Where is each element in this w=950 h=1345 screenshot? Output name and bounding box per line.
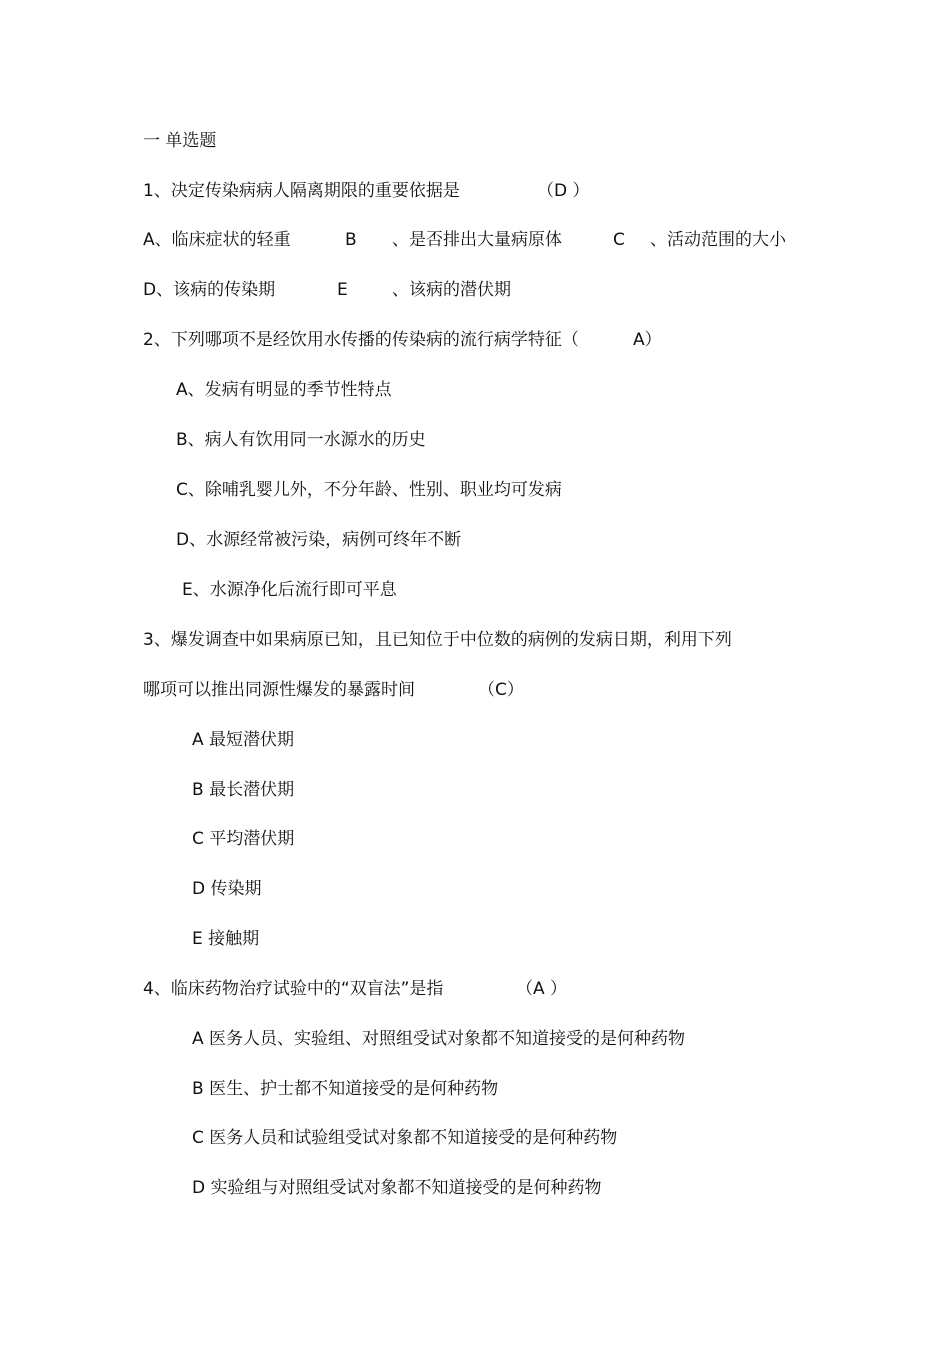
question-4-option-c: C 医务人员和试验组受试对象都不知道接受的是何种药物 <box>192 1128 618 1148</box>
question-4-stem: 4、临床药物治疗试验中的“双盲法”是指 <box>143 979 444 999</box>
question-3-option-a: A 最短潜伏期 <box>192 730 295 750</box>
question-1-option-e-text: 、该病的潜伏期 <box>392 280 511 300</box>
question-2-option-e: E、水源净化后流行即可平息 <box>182 580 397 600</box>
question-3-answer: （C） <box>478 680 524 700</box>
question-3-option-b: B 最长潜伏期 <box>192 780 295 800</box>
question-4-answer: （A ） <box>516 979 568 999</box>
question-1-stem: 1、决定传染病病人隔离期限的重要依据是 <box>143 181 460 201</box>
question-3-option-c: C 平均潜伏期 <box>192 829 295 849</box>
question-2-option-a: A、发病有明显的季节性特点 <box>176 380 392 400</box>
question-2-option-c: C、除哺乳婴儿外，不分年龄、性别、职业均可发病 <box>176 480 562 500</box>
question-2-stem: 2、下列哪项不是经饮用水传播的传染病的流行病学特征（ <box>143 330 579 350</box>
question-3-stem-line-1: 3、爆发调查中如果病原已知，且已知位于中位数的病例的发病日期，利用下列 <box>143 630 732 650</box>
question-3-option-d: D 传染期 <box>192 879 262 899</box>
question-1-option-c-letter: C <box>613 230 625 250</box>
question-3-stem-line-2: 哪项可以推出同源性爆发的暴露时间 <box>143 680 415 700</box>
question-1-answer: （D ） <box>537 181 590 201</box>
question-4-option-a: A 医务人员、实验组、对照组受试对象都不知道接受的是何种药物 <box>192 1029 686 1049</box>
question-1-option-a: A、临床症状的轻重 <box>143 230 291 250</box>
question-2-option-b: B、病人有饮用同一水源水的历史 <box>176 430 426 450</box>
question-3-option-e: E 接触期 <box>192 929 260 949</box>
question-4-option-b: B 医生、护士都不知道接受的是何种药物 <box>192 1079 499 1099</box>
question-1-option-b-text: 、是否排出大量病原体 <box>392 230 562 250</box>
question-1-option-e-letter: E <box>337 280 348 300</box>
question-1-option-b-letter: B <box>345 230 357 250</box>
question-1-option-c-text: 、活动范围的大小 <box>650 230 786 250</box>
question-2-option-d: D、水源经常被污染，病例可终年不断 <box>176 530 462 550</box>
question-1-option-d: D、该病的传染期 <box>143 280 276 300</box>
question-4-option-d: D 实验组与对照组受试对象都不知道接受的是何种药物 <box>192 1178 602 1198</box>
section-title: 一 单选题 <box>143 131 217 151</box>
question-2-answer: A） <box>633 330 662 350</box>
